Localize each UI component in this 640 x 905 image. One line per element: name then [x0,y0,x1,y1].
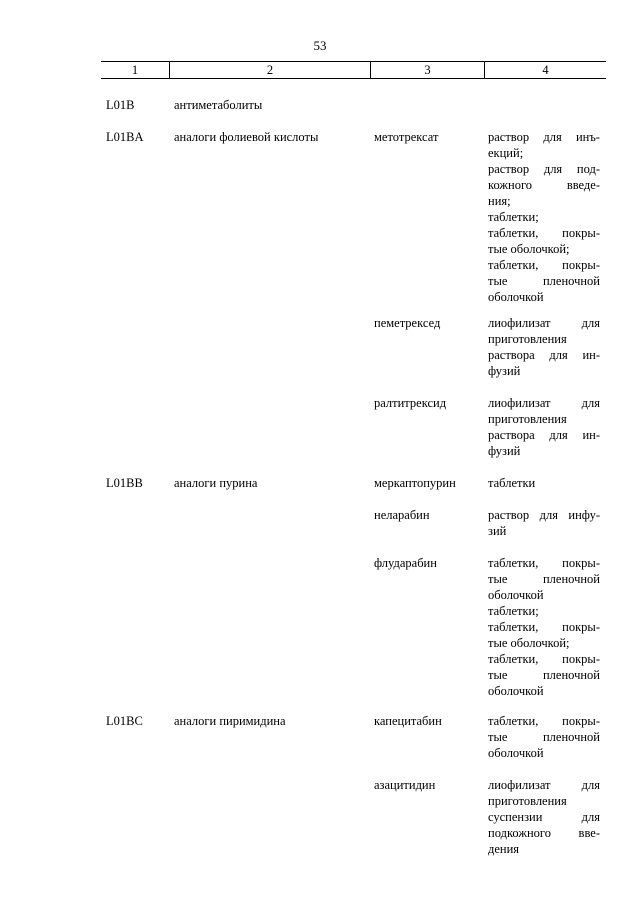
drug-name: капецитабин [374,714,442,728]
atc-code: L01BC [106,714,143,728]
pharmacological-group: аналоги пиримидина [174,714,286,728]
dosage-form-word: суспензии [488,810,543,824]
dosage-form-word: покры- [562,226,600,240]
dosage-form-line: таблетки; [488,604,539,618]
dosage-form-word: тые [488,730,508,744]
dosage-form-word: таблетки, [488,226,539,240]
dosage-form-word: для [549,348,568,362]
dosage-form-line [488,273,600,289]
page-number: 53 [313,38,327,53]
dosage-form-line: оболочкой [488,588,544,602]
dosage-form-word: покры- [562,556,600,570]
dosage-form-word: для [581,316,600,330]
dosage-form-word: раствор [488,162,530,176]
dosage-form-line [488,825,600,841]
dosage-form-word: лиофилизат [488,778,551,792]
header-col-3: 3 [370,62,484,78]
dosage-form-line [488,177,600,193]
dosage-form-line: таблетки; [488,210,539,224]
dosage-form-word: покры- [562,620,600,634]
dosage-form-word: ин- [582,348,600,362]
dosage-form-line [488,619,600,635]
dosage-forms [488,129,600,305]
dosage-form-word: для [543,162,563,176]
dosage-form-line: тые оболочкой; [488,636,570,650]
dosage-form-line: приготовления [488,794,567,808]
dosage-form-word: для [581,810,600,824]
dosage-form-word: для [543,130,562,144]
dosage-form-word: ин- [582,428,600,442]
dosage-form-line: оболочкой [488,684,544,698]
atc-code: L01B [106,98,135,112]
dosage-forms [488,475,600,491]
drug-name: ралтитрексид [374,396,447,410]
dosage-form-line [488,571,600,587]
dosage-form-word: таблетки, [488,714,539,728]
dosage-form-line: оболочкой [488,746,544,760]
dosage-form-word: под- [576,162,600,176]
dosage-form-word: кожного [488,178,533,192]
dosage-form-line: тые оболочкой; [488,242,570,256]
drug-name: пеметрексед [374,316,441,330]
dosage-form-word: лиофилизат [488,396,551,410]
dosage-form-word: таблетки, [488,556,539,570]
dosage-form-word: таблетки, [488,652,539,666]
dosage-form-line: зий [488,524,507,538]
dosage-forms [488,713,600,761]
dosage-form-word: пленочной [542,572,600,586]
dosage-form-line [488,129,600,145]
dosage-form-line [488,225,600,241]
dosage-forms [488,777,600,857]
dosage-form-word: таблетки, [488,258,539,272]
dosage-form-word: раствор [488,508,530,522]
dosage-form-line: фузий [488,444,521,458]
dosage-form-line: екций; [488,146,524,160]
dosage-form-word: раствора [488,348,535,362]
dosage-form-word: раствора [488,428,535,442]
dosage-form-word: пленочной [542,668,600,682]
dosage-form-word: покры- [562,258,600,272]
dosage-form-word: покры- [562,714,600,728]
dosage-form-line [488,257,600,273]
dosage-form-line [488,713,600,729]
dosage-form-word: для [581,396,600,410]
dosage-form-line [488,161,600,177]
drug-name: флударабин [374,556,437,570]
dosage-forms [488,315,600,379]
dosage-form-line [488,395,600,411]
dosage-form-line [488,667,600,683]
dosage-forms [488,507,600,539]
dosage-form-line: фузий [488,364,521,378]
dosage-form-word: инъ- [575,130,600,144]
dosage-form-word: пленочной [542,274,600,288]
dosage-form-line [488,347,600,363]
dosage-form-line: приготовления [488,332,567,346]
drug-name: неларабин [374,508,430,522]
dosage-form-word: для [539,508,558,522]
dosage-form-word: лиофилизат [488,316,551,330]
dosage-form-line [488,809,600,825]
dosage-form-line [488,315,600,331]
pharmacological-group: аналоги пурина [174,476,258,490]
dosage-form-line: дения [488,842,520,856]
dosage-form-word: тые [488,274,508,288]
pharmacological-group: антиметаболиты [174,98,263,112]
dosage-form-line: ния; [488,194,511,208]
dosage-form-word: инфу- [568,508,600,522]
dosage-form-line: оболочкой [488,290,544,304]
drug-name: азацитидин [374,778,436,792]
dosage-form-word: таблетки, [488,620,539,634]
dosage-form-word: подкожного [488,826,551,840]
dosage-form-line [488,729,600,745]
dosage-form-word: тые [488,668,508,682]
dosage-form-line [488,777,600,793]
atc-code: L01BB [106,476,143,490]
drug-name: метотрексат [374,130,439,144]
atc-code: L01BA [106,130,144,144]
drug-name: меркаптопурин [374,476,456,490]
dosage-form-word: вве- [578,826,600,840]
dosage-forms [488,555,600,699]
dosage-forms [488,395,600,459]
dosage-form-line [488,427,600,443]
header-col-1: 1 [131,63,139,77]
dosage-form-word: для [581,778,600,792]
dosage-form-word: покры- [562,652,600,666]
dosage-form-word: введе- [566,178,600,192]
dosage-form-word: раствор [488,130,530,144]
dosage-form-line: таблетки [488,476,536,490]
header-col-4: 4 [484,62,606,78]
dosage-form-line: приготовления [488,412,567,426]
dosage-form-word: тые [488,572,508,586]
table-header [101,61,606,79]
drug-classification-table [101,61,606,856]
dosage-form-line [488,555,600,571]
pharmacological-group: аналоги фолиевой кислоты [174,130,319,144]
header-col-2: 2 [169,62,370,78]
dosage-form-word: пленочной [542,730,600,744]
dosage-form-line [488,507,600,523]
dosage-form-word: для [549,428,568,442]
dosage-form-line [488,651,600,667]
